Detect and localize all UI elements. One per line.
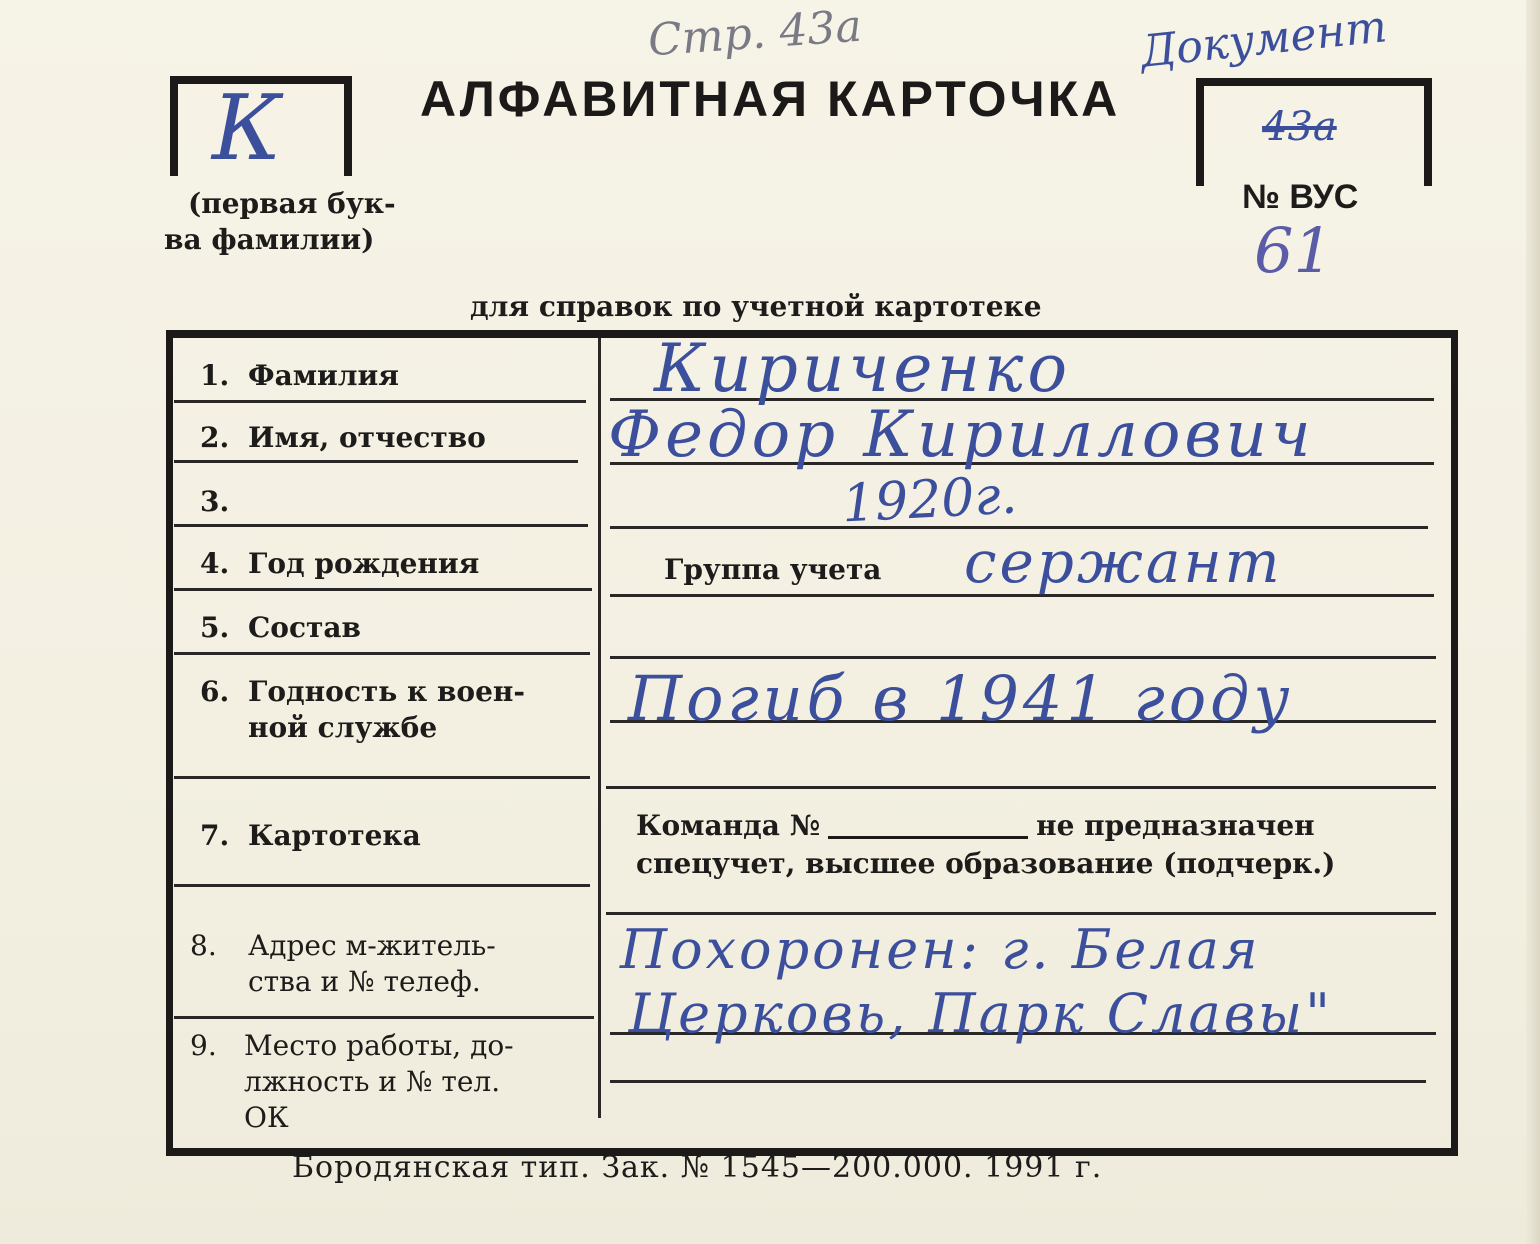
field-6-num: 6. — [200, 675, 230, 708]
field-1-label: Фамилия — [248, 359, 399, 392]
field-9 — [190, 1028, 514, 1136]
vus-box-value: 43а — [1262, 104, 1337, 150]
field-6 — [200, 674, 525, 746]
rule-left-4 — [174, 588, 592, 591]
field-4-num: 4. — [200, 547, 230, 580]
address-line-2: Церковь, Парк Славы" — [628, 982, 1333, 1045]
field-7-label: Картотека — [248, 819, 421, 852]
team-number-blank — [828, 836, 1028, 839]
field-5-label: Состав — [248, 611, 361, 644]
first-letter-handwritten: К — [212, 76, 282, 181]
group-label: Группа учета — [664, 553, 882, 586]
team-suffix: не предназначен — [1036, 809, 1315, 842]
field-1-num: 1. — [200, 359, 230, 392]
vus-number: 61 — [1254, 214, 1333, 287]
field-3 — [200, 484, 248, 520]
rule-left-5 — [174, 652, 590, 655]
field-8-num: 8. — [190, 929, 217, 962]
top-right-note: Документ — [1138, 1, 1390, 78]
column-divider — [598, 338, 601, 1118]
field-9-label-3: ОК — [244, 1101, 289, 1134]
rule-left-2 — [174, 460, 578, 463]
team-line — [636, 808, 1315, 844]
field-8-label: Адрес м-житель- — [248, 929, 496, 962]
field-2 — [200, 420, 486, 456]
card-title: АЛФАВИТНАЯ КАРТОЧКА — [420, 71, 1121, 127]
field-3-num: 3. — [200, 485, 230, 518]
fitness-value: Погиб в 1941 году — [628, 662, 1294, 735]
rule-left-7 — [174, 884, 590, 887]
field-6-label: Годность к воен- — [248, 675, 526, 708]
rule-left-6 — [174, 776, 590, 779]
address-line-1: Похоронен: г. Белая — [620, 918, 1261, 981]
field-7 — [200, 818, 421, 854]
special-line: спецучет, высшее образование (подчерк.) — [636, 847, 1336, 880]
field-4-label: Год рождения — [248, 547, 480, 580]
printer-footer: Бородянская тип. Зак. № 1545—200.000. 1991 г. — [292, 1150, 1103, 1185]
rule-right-5 — [610, 656, 1436, 659]
subtitle: для справок по учетной картотеке — [470, 290, 1042, 323]
team-label: Команда № — [636, 809, 821, 842]
field-8 — [190, 928, 496, 1000]
caption-line-2: ва фамилии) — [164, 223, 375, 256]
caption-line-1: (первая бук- — [188, 187, 396, 220]
field-5-num: 5. — [200, 611, 230, 644]
first-letter-caption — [164, 186, 396, 258]
rule-right-8 — [606, 912, 1436, 915]
vus-label: № ВУС — [1242, 178, 1359, 216]
field-4 — [200, 546, 479, 582]
field-8-label-2: ства и № телеф. — [248, 965, 481, 998]
field-7-num: 7. — [200, 819, 230, 852]
rule-left-1 — [174, 400, 586, 403]
field-9-label: Место работы, до- — [244, 1029, 514, 1062]
name-patronymic-value: Федор Кириллович — [608, 398, 1315, 472]
rule-left-3 — [174, 524, 588, 527]
rule-right-7 — [606, 786, 1436, 789]
field-2-label: Имя, отчество — [248, 421, 486, 454]
corner-pencil-note: Стр. 43а — [646, 0, 864, 67]
birth-year-value: 1920г. — [840, 465, 1019, 535]
field-9-num: 9. — [190, 1029, 217, 1062]
rule-right-10 — [610, 1080, 1426, 1083]
field-2-num: 2. — [200, 421, 230, 454]
group-value: сержант — [964, 528, 1283, 596]
card-edge — [1526, 0, 1540, 1244]
field-9-label-2: лжность и № тел. — [244, 1065, 501, 1098]
rule-left-8 — [174, 1016, 594, 1019]
surname-value: Кириченко — [654, 330, 1072, 407]
field-6-label-2: ной службе — [248, 711, 438, 744]
field-5 — [200, 610, 361, 646]
field-1 — [200, 358, 399, 394]
